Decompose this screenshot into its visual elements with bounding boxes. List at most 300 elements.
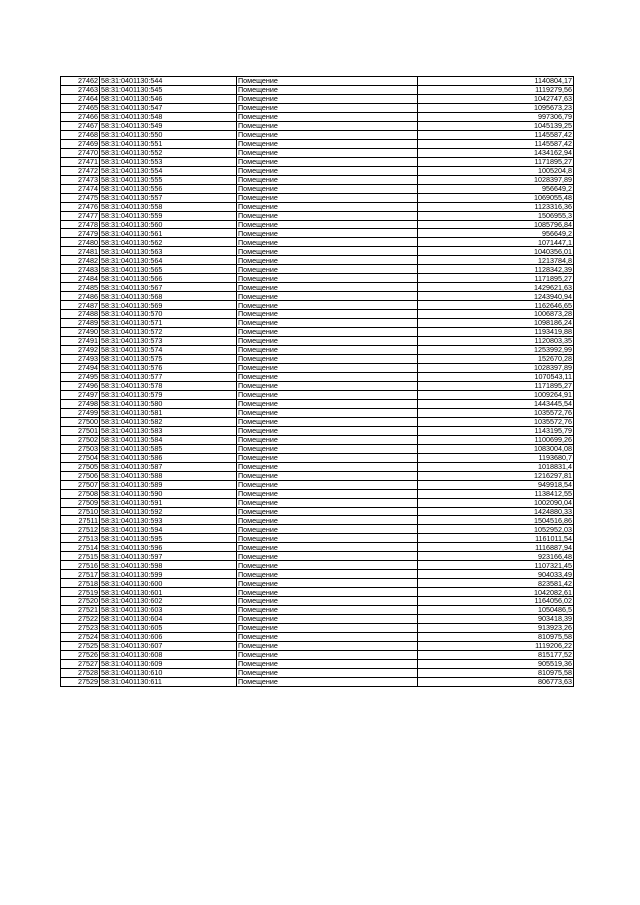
object-type-cell: Помещение — [237, 381, 418, 390]
table-row — [61, 570, 574, 579]
table-row — [61, 588, 574, 597]
table-row — [61, 256, 574, 265]
row-number-cell: 27500 — [61, 417, 100, 426]
cadastral-value-cell: 1119279,56 — [418, 85, 574, 94]
cadastral-number-cell: 58:31:0401130:571 — [100, 319, 237, 328]
row-number-cell: 27482 — [61, 256, 100, 265]
cadastral-number-cell: 58:31:0401130:599 — [100, 570, 237, 579]
cadastral-number-cell: 58:31:0401130:598 — [100, 561, 237, 570]
cadastral-value-cell: 1429621,63 — [418, 283, 574, 292]
row-number-cell: 27466 — [61, 112, 100, 121]
table-row — [61, 202, 574, 211]
cadastral-number-cell: 58:31:0401130:570 — [100, 310, 237, 319]
cadastral-value-cell: 1005204,8 — [418, 166, 574, 175]
cadastral-value-cell: 1050486,5 — [418, 606, 574, 615]
row-number-cell: 27519 — [61, 588, 100, 597]
cadastral-number-cell: 58:31:0401130:546 — [100, 94, 237, 103]
table-row — [61, 328, 574, 337]
cadastral-value-cell: 1243940,94 — [418, 292, 574, 301]
table-row — [61, 426, 574, 435]
cadastral-value-cell: 1443445,54 — [418, 399, 574, 408]
cadastral-value-cell: 1145587,42 — [418, 130, 574, 139]
table-row — [61, 346, 574, 355]
row-number-cell: 27478 — [61, 220, 100, 229]
cadastral-number-cell: 58:31:0401130:579 — [100, 390, 237, 399]
object-type-cell: Помещение — [237, 283, 418, 292]
row-number-cell: 27502 — [61, 435, 100, 444]
cadastral-number-cell: 58:31:0401130:567 — [100, 283, 237, 292]
table-row — [61, 453, 574, 462]
table-row — [61, 139, 574, 148]
cadastral-value-cell: 1018831,4 — [418, 462, 574, 471]
cadastral-value-cell: 1095673,23 — [418, 103, 574, 112]
table-row — [61, 157, 574, 166]
object-type-cell: Помещение — [237, 498, 418, 507]
row-number-cell: 27465 — [61, 103, 100, 112]
cadastral-value-cell: 1164056,02 — [418, 597, 574, 606]
cadastral-number-cell: 58:31:0401130:597 — [100, 552, 237, 561]
cadastral-number-cell: 58:31:0401130:572 — [100, 328, 237, 337]
row-number-cell: 27489 — [61, 319, 100, 328]
object-type-cell: Помещение — [237, 301, 418, 310]
row-number-cell: 27487 — [61, 301, 100, 310]
object-type-cell: Помещение — [237, 633, 418, 642]
cadastral-value-cell: 1424880,33 — [418, 507, 574, 516]
object-type-cell: Помещение — [237, 175, 418, 184]
cadastral-number-cell: 58:31:0401130:605 — [100, 624, 237, 633]
object-type-cell: Помещение — [237, 148, 418, 157]
table-row — [61, 292, 574, 301]
object-type-cell: Помещение — [237, 408, 418, 417]
row-number-cell: 27528 — [61, 668, 100, 677]
cadastral-number-cell: 58:31:0401130:556 — [100, 184, 237, 193]
cadastral-number-cell: 58:31:0401130:594 — [100, 525, 237, 534]
cadastral-value-cell: 810975,58 — [418, 633, 574, 642]
object-type-cell: Помещение — [237, 202, 418, 211]
cadastral-value-cell: 1070543,11 — [418, 372, 574, 381]
object-type-cell: Помещение — [237, 130, 418, 139]
row-number-cell: 27511 — [61, 516, 100, 525]
cadastral-value-cell: 1100699,26 — [418, 435, 574, 444]
object-type-cell: Помещение — [237, 561, 418, 570]
table-row — [61, 444, 574, 453]
table-row — [61, 642, 574, 651]
cadastral-number-cell: 58:31:0401130:584 — [100, 435, 237, 444]
row-number-cell: 27471 — [61, 157, 100, 166]
object-type-cell: Помещение — [237, 552, 418, 561]
object-type-cell: Помещение — [237, 157, 418, 166]
table-row — [61, 525, 574, 534]
cadastral-number-cell: 58:31:0401130:575 — [100, 355, 237, 364]
object-type-cell: Помещение — [237, 399, 418, 408]
object-type-cell: Помещение — [237, 615, 418, 624]
cadastral-number-cell: 58:31:0401130:608 — [100, 651, 237, 660]
cadastral-value-cell: 1193680,7 — [418, 453, 574, 462]
object-type-cell: Помещение — [237, 651, 418, 660]
object-type-cell: Помещение — [237, 525, 418, 534]
cadastral-number-cell: 58:31:0401130:568 — [100, 292, 237, 301]
cadastral-number-cell: 58:31:0401130:544 — [100, 77, 237, 86]
table-row — [61, 148, 574, 157]
table-row — [61, 175, 574, 184]
table-row — [61, 668, 574, 677]
row-number-cell: 27468 — [61, 130, 100, 139]
table-row — [61, 310, 574, 319]
cadastral-value-cell: 1140804,17 — [418, 77, 574, 86]
table-row — [61, 274, 574, 283]
table-row — [61, 417, 574, 426]
object-type-cell: Помещение — [237, 435, 418, 444]
object-type-cell: Помещение — [237, 211, 418, 220]
cadastral-value-cell: 1213784,8 — [418, 256, 574, 265]
object-type-cell: Помещение — [237, 94, 418, 103]
table-row — [61, 229, 574, 238]
cadastral-value-cell: 1083004,08 — [418, 444, 574, 453]
cadastral-number-cell: 58:31:0401130:549 — [100, 121, 237, 130]
cadastral-number-cell: 58:31:0401130:586 — [100, 453, 237, 462]
object-type-cell: Помещение — [237, 319, 418, 328]
row-number-cell: 27515 — [61, 552, 100, 561]
cadastral-number-cell: 58:31:0401130:603 — [100, 606, 237, 615]
cadastral-value-cell: 1040356,01 — [418, 247, 574, 256]
cadastral-value-cell: 810975,58 — [418, 668, 574, 677]
table-row — [61, 337, 574, 346]
table-row — [61, 184, 574, 193]
cadastral-number-cell: 58:31:0401130:558 — [100, 202, 237, 211]
row-number-cell: 27525 — [61, 642, 100, 651]
cadastral-value-cell: 1216297,81 — [418, 471, 574, 480]
table-row — [61, 238, 574, 247]
object-type-cell: Помещение — [237, 372, 418, 381]
object-type-cell: Помещение — [237, 677, 418, 686]
table-row — [61, 355, 574, 364]
object-type-cell: Помещение — [237, 364, 418, 373]
cadastral-value-cell: 1123316,36 — [418, 202, 574, 211]
table-row — [61, 552, 574, 561]
row-number-cell: 27513 — [61, 534, 100, 543]
table-row — [61, 381, 574, 390]
row-number-cell: 27486 — [61, 292, 100, 301]
cadastral-value-cell: 1143195,79 — [418, 426, 574, 435]
cadastral-value-cell: 1009264,91 — [418, 390, 574, 399]
cadastral-value-cell: 1138412,55 — [418, 489, 574, 498]
row-number-cell: 27477 — [61, 211, 100, 220]
object-type-cell: Помещение — [237, 112, 418, 121]
cadastral-number-cell: 58:31:0401130:557 — [100, 193, 237, 202]
cadastral-number-cell: 58:31:0401130:548 — [100, 112, 237, 121]
cadastral-number-cell: 58:31:0401130:588 — [100, 471, 237, 480]
table-row — [61, 480, 574, 489]
cadastral-number-cell: 58:31:0401130:555 — [100, 175, 237, 184]
object-type-cell: Помещение — [237, 229, 418, 238]
cadastral-number-cell: 58:31:0401130:554 — [100, 166, 237, 175]
cadastral-value-cell: 1161011,54 — [418, 534, 574, 543]
cadastral-number-cell: 58:31:0401130:581 — [100, 408, 237, 417]
cadastral-number-cell: 58:31:0401130:602 — [100, 597, 237, 606]
cadastral-value-cell: 1193419,88 — [418, 328, 574, 337]
cadastral-number-cell: 58:31:0401130:562 — [100, 238, 237, 247]
object-type-cell: Помещение — [237, 256, 418, 265]
table-row — [61, 579, 574, 588]
cadastral-value-cell: 1052952,03 — [418, 525, 574, 534]
cadastral-number-cell: 58:31:0401130:587 — [100, 462, 237, 471]
table-row — [61, 516, 574, 525]
cadastral-value-cell: 956649,2 — [418, 229, 574, 238]
row-number-cell: 27467 — [61, 121, 100, 130]
object-type-cell: Помещение — [237, 103, 418, 112]
object-type-cell: Помещение — [237, 642, 418, 651]
object-type-cell: Помещение — [237, 139, 418, 148]
cadastral-number-cell: 58:31:0401130:576 — [100, 364, 237, 373]
object-type-cell: Помещение — [237, 337, 418, 346]
row-number-cell: 27521 — [61, 606, 100, 615]
cadastral-number-cell: 58:31:0401130:564 — [100, 256, 237, 265]
object-type-cell: Помещение — [237, 238, 418, 247]
cadastral-number-cell: 58:31:0401130:573 — [100, 337, 237, 346]
row-number-cell: 27481 — [61, 247, 100, 256]
row-number-cell: 27518 — [61, 579, 100, 588]
row-number-cell: 27508 — [61, 489, 100, 498]
cadastral-number-cell: 58:31:0401130:593 — [100, 516, 237, 525]
object-type-cell: Помещение — [237, 570, 418, 579]
row-number-cell: 27472 — [61, 166, 100, 175]
cadastral-value-cell: 1120803,35 — [418, 337, 574, 346]
row-number-cell: 27497 — [61, 390, 100, 399]
object-type-cell: Помещение — [237, 292, 418, 301]
row-number-cell: 27473 — [61, 175, 100, 184]
cadastral-number-cell: 58:31:0401130:551 — [100, 139, 237, 148]
cadastral-number-cell: 58:31:0401130:591 — [100, 498, 237, 507]
cadastral-value-cell: 1128342,39 — [418, 265, 574, 274]
object-type-cell: Помещение — [237, 606, 418, 615]
cadastral-value-cell: 1504516,86 — [418, 516, 574, 525]
row-number-cell: 27498 — [61, 399, 100, 408]
row-number-cell: 27526 — [61, 651, 100, 660]
table-row — [61, 364, 574, 373]
table-row — [61, 498, 574, 507]
cadastral-number-cell: 58:31:0401130:610 — [100, 668, 237, 677]
cadastral-number-cell: 58:31:0401130:609 — [100, 659, 237, 668]
table-row — [61, 408, 574, 417]
object-type-cell: Помещение — [237, 462, 418, 471]
object-type-cell: Помещение — [237, 390, 418, 399]
cadastral-value-cell: 1162646,65 — [418, 301, 574, 310]
cadastral-number-cell: 58:31:0401130:561 — [100, 229, 237, 238]
table-row — [61, 399, 574, 408]
row-number-cell: 27484 — [61, 274, 100, 283]
table-row — [61, 489, 574, 498]
row-number-cell: 27464 — [61, 94, 100, 103]
row-number-cell: 27504 — [61, 453, 100, 462]
cadastral-number-cell: 58:31:0401130:566 — [100, 274, 237, 283]
table-row — [61, 615, 574, 624]
cadastral-value-cell: 949918,54 — [418, 480, 574, 489]
row-number-cell: 27520 — [61, 597, 100, 606]
row-number-cell: 27492 — [61, 346, 100, 355]
cadastral-value-cell: 1035572,76 — [418, 408, 574, 417]
cadastral-value-cell: 913923,26 — [418, 624, 574, 633]
cadastral-value-cell: 1042747,63 — [418, 94, 574, 103]
object-type-cell: Помещение — [237, 588, 418, 597]
cadastral-value-cell: 1006873,28 — [418, 310, 574, 319]
row-number-cell: 27491 — [61, 337, 100, 346]
cadastral-value-cell: 806773,63 — [418, 677, 574, 686]
object-type-cell: Помещение — [237, 543, 418, 552]
object-type-cell: Помещение — [237, 426, 418, 435]
cadastral-number-cell: 58:31:0401130:545 — [100, 85, 237, 94]
row-number-cell: 27476 — [61, 202, 100, 211]
table-row — [61, 651, 574, 660]
table-row — [61, 112, 574, 121]
cadastral-number-cell: 58:31:0401130:604 — [100, 615, 237, 624]
object-type-cell: Помещение — [237, 471, 418, 480]
cadastral-value-cell: 1116887,94 — [418, 543, 574, 552]
cadastral-number-cell: 58:31:0401130:585 — [100, 444, 237, 453]
row-number-cell: 27509 — [61, 498, 100, 507]
object-type-cell: Помещение — [237, 355, 418, 364]
cadastral-value-cell: 1035572,76 — [418, 417, 574, 426]
cadastral-number-cell: 58:31:0401130:553 — [100, 157, 237, 166]
row-number-cell: 27522 — [61, 615, 100, 624]
cadastral-value-cell: 1045139,25 — [418, 121, 574, 130]
object-type-cell: Помещение — [237, 265, 418, 274]
row-number-cell: 27469 — [61, 139, 100, 148]
cadastral-value-cell: 815177,52 — [418, 651, 574, 660]
row-number-cell: 27505 — [61, 462, 100, 471]
table-row — [61, 166, 574, 175]
object-type-cell: Помещение — [237, 247, 418, 256]
table-row — [61, 77, 574, 86]
object-type-cell: Помещение — [237, 624, 418, 633]
row-number-cell: 27517 — [61, 570, 100, 579]
table-row — [61, 283, 574, 292]
table-row — [61, 462, 574, 471]
table-row — [61, 390, 574, 399]
cadastral-value-cell: 1085796,84 — [418, 220, 574, 229]
table-row — [61, 247, 574, 256]
cadastral-number-cell: 58:31:0401130:589 — [100, 480, 237, 489]
row-number-cell: 27485 — [61, 283, 100, 292]
object-type-cell: Помещение — [237, 328, 418, 337]
row-number-cell: 27488 — [61, 310, 100, 319]
table-row — [61, 85, 574, 94]
row-number-cell: 27462 — [61, 77, 100, 86]
object-type-cell: Помещение — [237, 659, 418, 668]
object-type-cell: Помещение — [237, 480, 418, 489]
object-type-cell: Помещение — [237, 121, 418, 130]
object-type-cell: Помещение — [237, 184, 418, 193]
table-row — [61, 319, 574, 328]
object-type-cell: Помещение — [237, 668, 418, 677]
cadastral-value-cell: 904033,49 — [418, 570, 574, 579]
row-number-cell: 27512 — [61, 525, 100, 534]
cadastral-value-cell: 1171895,27 — [418, 381, 574, 390]
cadastral-number-cell: 58:31:0401130:600 — [100, 579, 237, 588]
table-row — [61, 534, 574, 543]
cadastral-number-cell: 58:31:0401130:565 — [100, 265, 237, 274]
row-number-cell: 27470 — [61, 148, 100, 157]
cadastral-number-cell: 58:31:0401130:577 — [100, 372, 237, 381]
cadastral-number-cell: 58:31:0401130:560 — [100, 220, 237, 229]
cadastral-value-cell: 823581,42 — [418, 579, 574, 588]
object-type-cell: Помещение — [237, 444, 418, 453]
cadastral-number-cell: 58:31:0401130:582 — [100, 417, 237, 426]
cadastral-number-cell: 58:31:0401130:580 — [100, 399, 237, 408]
object-type-cell: Помещение — [237, 579, 418, 588]
cadastral-number-cell: 58:31:0401130:559 — [100, 211, 237, 220]
row-number-cell: 27499 — [61, 408, 100, 417]
cadastral-number-cell: 58:31:0401130:601 — [100, 588, 237, 597]
row-number-cell: 27474 — [61, 184, 100, 193]
cadastral-value-cell: 152670,28 — [418, 355, 574, 364]
object-type-cell: Помещение — [237, 77, 418, 86]
cadastral-value-cell: 1098186,24 — [418, 319, 574, 328]
cadastral-value-cell: 903418,39 — [418, 615, 574, 624]
table-row — [61, 659, 574, 668]
cadastral-value-cell: 1028397,89 — [418, 175, 574, 184]
cadastral-number-cell: 58:31:0401130:563 — [100, 247, 237, 256]
row-number-cell: 27503 — [61, 444, 100, 453]
table-row — [61, 561, 574, 570]
cadastral-value-cell: 1171895,27 — [418, 157, 574, 166]
cadastral-value-cell: 923166,48 — [418, 552, 574, 561]
cadastral-number-cell: 58:31:0401130:550 — [100, 130, 237, 139]
row-number-cell: 27501 — [61, 426, 100, 435]
cadastral-value-cell: 1253992,99 — [418, 346, 574, 355]
row-number-cell: 27507 — [61, 480, 100, 489]
table-row — [61, 606, 574, 615]
cadastral-value-cell: 1002090,04 — [418, 498, 574, 507]
cadastral-number-cell: 58:31:0401130:547 — [100, 103, 237, 112]
row-number-cell: 27493 — [61, 355, 100, 364]
cadastral-number-cell: 58:31:0401130:595 — [100, 534, 237, 543]
object-type-cell: Помещение — [237, 220, 418, 229]
row-number-cell: 27496 — [61, 381, 100, 390]
cadastral-number-cell: 58:31:0401130:578 — [100, 381, 237, 390]
object-type-cell: Помещение — [237, 507, 418, 516]
cadastral-value-cell: 1145587,42 — [418, 139, 574, 148]
object-type-cell: Помещение — [237, 85, 418, 94]
row-number-cell: 27523 — [61, 624, 100, 633]
object-type-cell: Помещение — [237, 417, 418, 426]
table-row — [61, 507, 574, 516]
cadastral-value-cell: 1069055,48 — [418, 193, 574, 202]
row-number-cell: 27516 — [61, 561, 100, 570]
object-type-cell: Помещение — [237, 193, 418, 202]
table-row — [61, 372, 574, 381]
cadastral-number-cell: 58:31:0401130:552 — [100, 148, 237, 157]
row-number-cell: 27463 — [61, 85, 100, 94]
object-type-cell: Помещение — [237, 274, 418, 283]
row-number-cell: 27524 — [61, 633, 100, 642]
row-number-cell: 27514 — [61, 543, 100, 552]
table-row — [61, 94, 574, 103]
object-type-cell: Помещение — [237, 166, 418, 175]
table-row — [61, 265, 574, 274]
cadastral-number-cell: 58:31:0401130:611 — [100, 677, 237, 686]
table-row — [61, 624, 574, 633]
cadastral-value-cell: 1434162,94 — [418, 148, 574, 157]
row-number-cell: 27494 — [61, 364, 100, 373]
registry-table-body — [61, 77, 574, 687]
object-type-cell: Помещение — [237, 453, 418, 462]
table-row — [61, 633, 574, 642]
cadastral-value-cell: 1119206,22 — [418, 642, 574, 651]
cadastral-number-cell: 58:31:0401130:596 — [100, 543, 237, 552]
table-row — [61, 211, 574, 220]
object-type-cell: Помещение — [237, 310, 418, 319]
row-number-cell: 27475 — [61, 193, 100, 202]
